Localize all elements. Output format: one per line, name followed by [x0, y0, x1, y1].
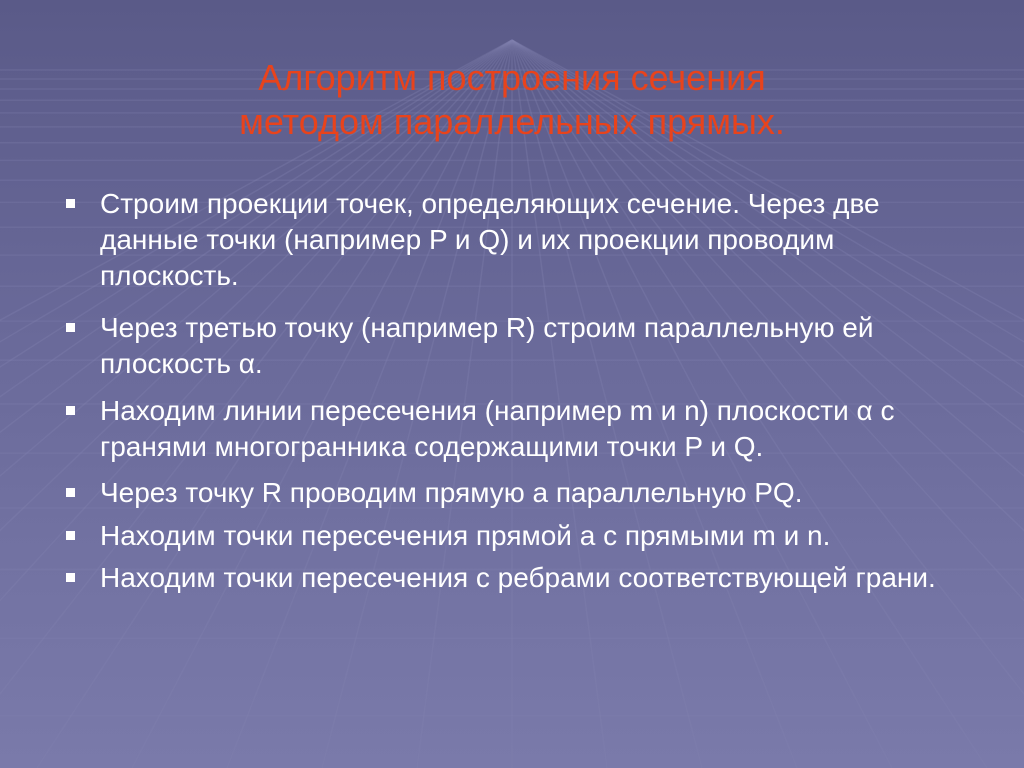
bullet-text: Находим точки пересечения с ребрами соответствующей грани. [100, 562, 936, 593]
bullet-item [62, 518, 830, 554]
bullet-item [62, 310, 962, 382]
bullet-item [62, 186, 962, 294]
bullet-item [62, 560, 936, 596]
bullet-text: Строим проекции точек, определяющих сечение. Через две данные точки (например P и Q) и их проекции проводим плоскость. [100, 188, 880, 291]
bullet-item [62, 475, 803, 511]
title-line-2: методом параллельных прямых. [239, 101, 785, 142]
square-bullet-icon [66, 323, 75, 332]
bullet-text: Находим точки пересечения прямой а с прямыми m и n. [100, 520, 831, 551]
title-line-1: Алгоритм построения сечения [258, 57, 766, 98]
square-bullet-icon [66, 488, 75, 497]
square-bullet-icon [66, 573, 75, 582]
square-bullet-icon [66, 531, 75, 540]
bullet-text: Через третью точку (например R) строим параллельную ей плоскость α. [100, 312, 874, 379]
square-bullet-icon [66, 199, 75, 208]
bullet-item [62, 393, 962, 465]
square-bullet-icon [66, 406, 75, 415]
slide-title [0, 56, 1024, 144]
bullet-text: Через точку R проводим прямую а параллельную PQ. [100, 477, 803, 508]
bullet-text: Находим линии пересечения (например m и n) плоскости α с гранями многогранника содержащими точки P и Q. [100, 395, 895, 462]
